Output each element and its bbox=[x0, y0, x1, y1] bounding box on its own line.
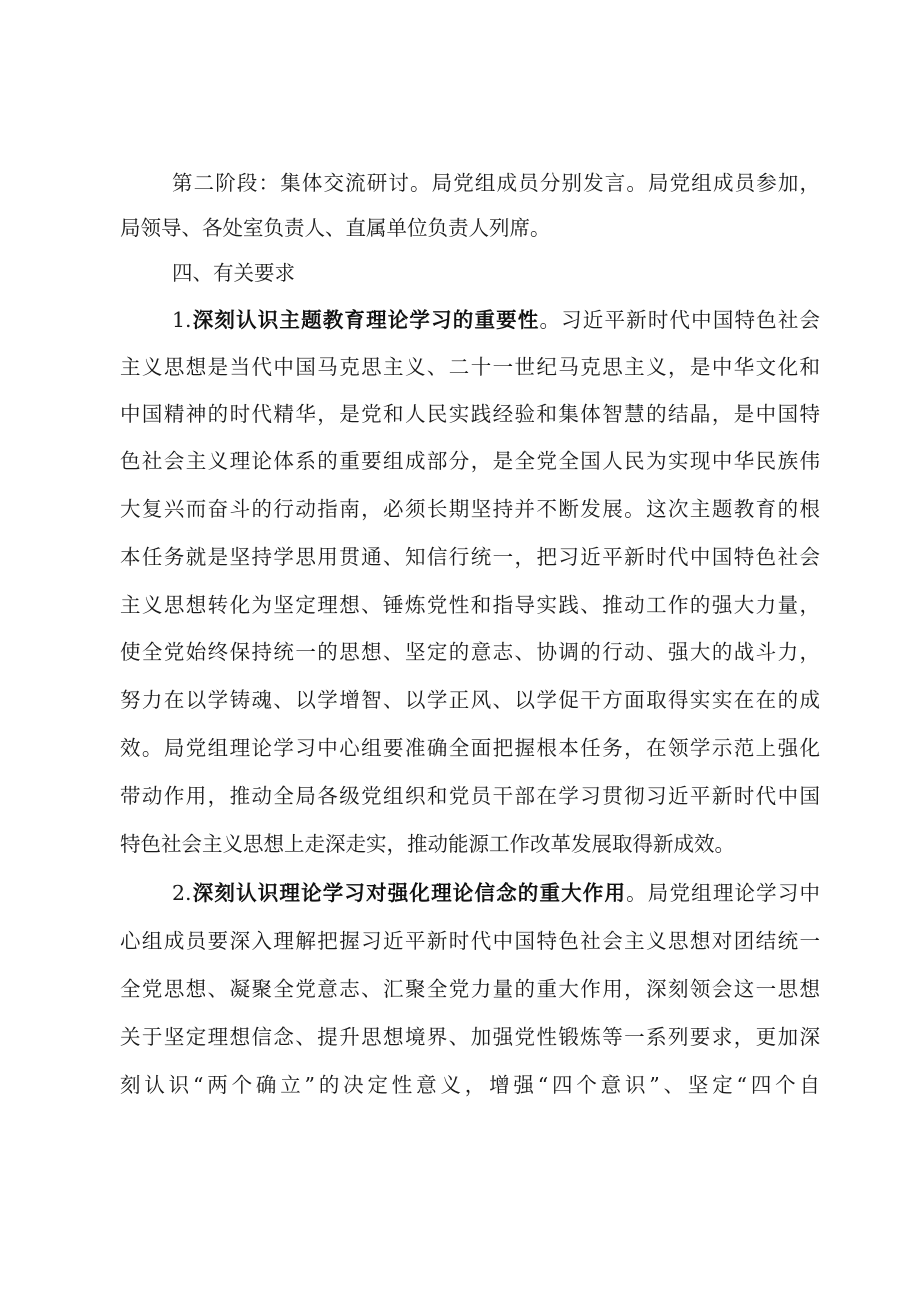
item1-first-line-rest: 。习近平新时代中国特色社会 bbox=[539, 308, 821, 332]
item1-line: 主义思想是当代中国马克思主义、二十一世纪马克思主义，是中华文化和 bbox=[120, 355, 820, 379]
item2-line: 全党思想、凝聚全党意志、汇聚全党力量的重大作用，深刻领会这一思想 bbox=[120, 977, 820, 1001]
item2-line: 心组成员要深入理解把握习近平新时代中国特色社会主义思想对团结统一 bbox=[120, 929, 820, 953]
item2-first-line-rest: 。局党组理论学习中 bbox=[626, 881, 821, 905]
item1-line: 主义思想转化为坚定理想、锤炼党性和指导实践、推动工作的强大力量， bbox=[120, 593, 820, 617]
item2-number: 2. bbox=[172, 881, 192, 905]
item1-number: 1. bbox=[172, 308, 192, 332]
item1-title: 深刻认识主题教育理论学习的重要性 bbox=[191, 308, 540, 332]
item1-line: 带动作用，推动全局各级党组织和党员干部在学习贯彻习近平新时代中国 bbox=[120, 784, 820, 808]
item2-title: 深刻认识理论学习对强化理论信念的重大作用 bbox=[191, 881, 627, 905]
item1-line: 本任务就是坚持学思用贯通、知信行统一，把习近平新时代中国特色社会 bbox=[120, 545, 820, 569]
item1-line: 效。局党组理论学习中心组要准确全面把握根本任务，在领学示范上强化 bbox=[120, 736, 820, 760]
item1-line: 特色社会主义思想上走深走实，推动能源工作改革发展取得新成效。 bbox=[120, 832, 735, 856]
item1-line: 努力在以学铸魂、以学增智、以学正风、以学促干方面取得实实在在的成 bbox=[120, 688, 820, 712]
item1-line: 色社会主义理论体系的重要组成部分，是全党全国人民为实现中华民族伟 bbox=[120, 449, 820, 473]
item2-line: 关于坚定理想信念、提升思想境界、加强党性锻炼等一系列要求，更加深 bbox=[120, 1025, 820, 1049]
item2-line: 刻认识“两个确立”的决定性意义，增强“四个意识”、坚定“四个自 bbox=[120, 1073, 820, 1097]
section-heading: 四、有关要求 bbox=[172, 261, 295, 285]
item1-line: 中国精神的时代精华，是党和人民实践经验和集体智慧的结晶，是中国特 bbox=[120, 402, 820, 426]
stage2-line-2: 局领导、各处室负责人、直属单位负责人列席。 bbox=[120, 216, 551, 240]
item1-line: 使全党始终保持统一的思想、坚定的意志、协调的行动、强大的战斗力， bbox=[120, 640, 820, 664]
item2-first-line bbox=[172, 873, 820, 913]
stage2-line-1: 第二阶段：集体交流研讨。局党组成员分别发言。局党组成员参加， bbox=[172, 171, 820, 195]
item1-line: 大复兴而奋斗的行动指南，必须长期坚持并不断发展。这次主题教育的根 bbox=[120, 497, 820, 521]
item1-first-line bbox=[172, 300, 820, 340]
